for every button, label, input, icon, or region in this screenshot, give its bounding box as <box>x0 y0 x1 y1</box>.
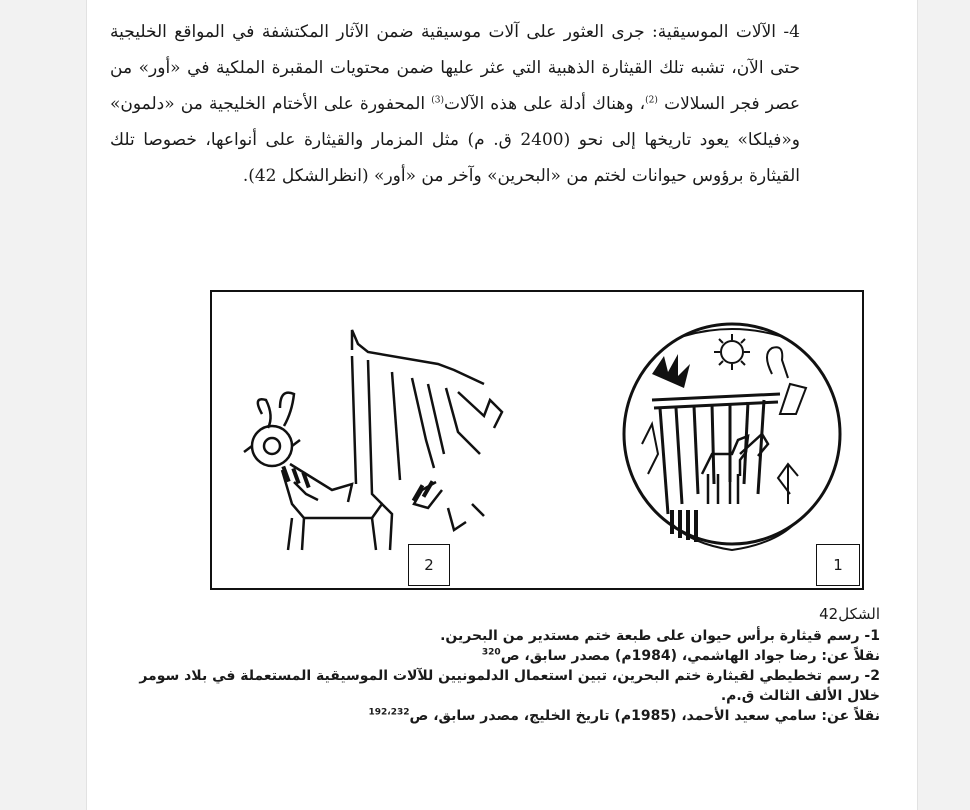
paragraph-part-1: 4- الآلات الموسيقية: جرى العثور على آلات موسيقية ضمن الآثار المكتشفة في المواقع الخليجية حتى الآن، تشبه تلك القيثارة الذهبية التي عثر عليها ضمن محتويات المقبرة الملكية في «أور» من عصر فجر السلالات <box>110 22 800 114</box>
paragraph-part-3: المحفورة على الأختام الخليجية من «دلمون» و«فيلكا» يعود تاريخها إلى نحو (2400 ق. م) مثل المزمار والقيثارة على أنواعها، خصوصا تلك القيثارة برؤوس حيوانات لختم من «البحرين» وآخر من «أور» (انظرالشكل 42). <box>110 94 800 186</box>
caption-source-2 <box>120 706 880 726</box>
body-paragraph <box>110 14 800 194</box>
paragraph-part-2: ، وهناك أدلة على هذه الآلات <box>444 94 646 114</box>
caption-item-1: 1- رسم قيثارة برأس حيوان على طبعة ختم مستدير من البحرين. <box>440 628 880 644</box>
footnote-ref-3[interactable]: (3) <box>431 95 445 106</box>
caption-source-1-page: 320 <box>481 647 501 658</box>
caption-item-2: 2- رسم تخطيطي لقيثارة ختم البحرين، تبين استعمال الدلمونيين للآلات الموسيقية المستعملة في بلاد سومر خلال الألف الثالث ق.م. <box>139 668 880 704</box>
caption-source-2-text: نقلاً عن: سامي سعيد الأحمد، (1985م) تاريخ الخليج، مصدر سابق، ص <box>409 708 880 724</box>
lyre-schematic-illustration <box>222 304 532 586</box>
footnote-ref-2[interactable]: (2) <box>645 95 658 106</box>
caption-source-1-text: نقلاً عن: رضا جواد الهاشمي، (1984م) مصدر سابق، ص <box>500 648 880 664</box>
caption-title: الشكل42 <box>819 605 880 623</box>
paragraph-text <box>110 14 800 194</box>
caption-source-1 <box>120 646 880 666</box>
panel-1-label: 1 <box>816 544 860 586</box>
figure-42 <box>210 290 864 590</box>
caption-source-2-pages: 192،232 <box>368 707 410 718</box>
figure-caption <box>120 604 880 726</box>
seal-drawing-2 <box>222 304 532 586</box>
panel-2-label: 2 <box>408 544 450 586</box>
